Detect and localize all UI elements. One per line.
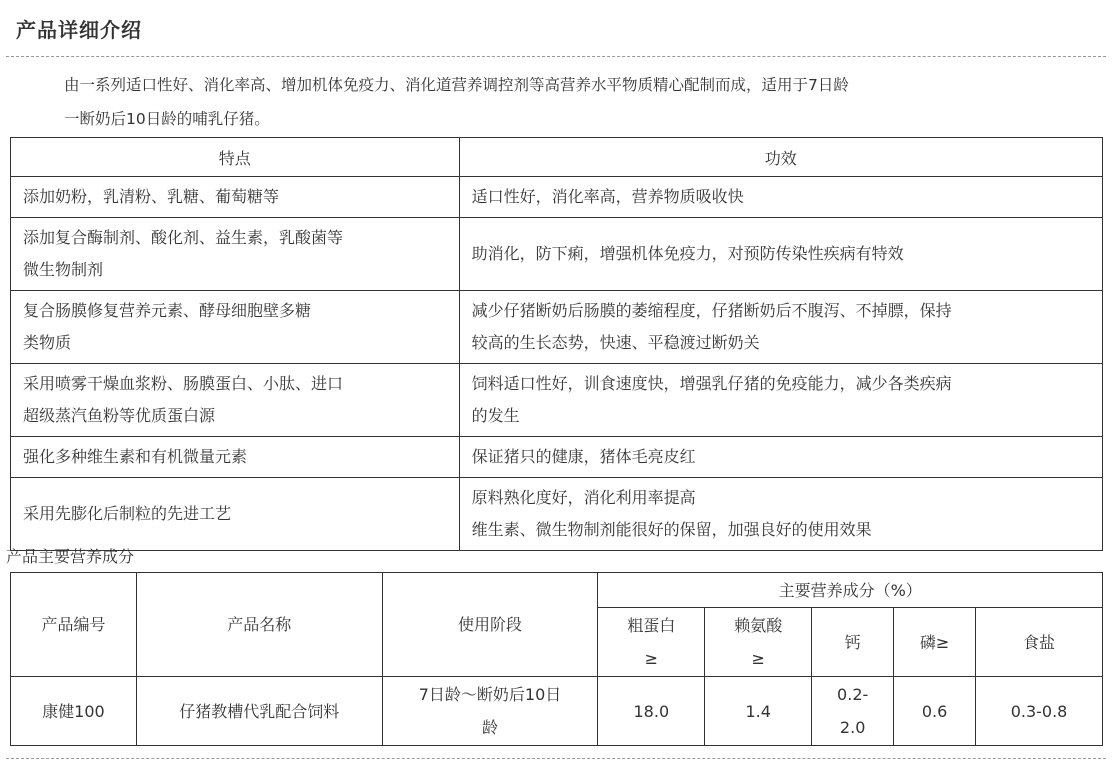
- cell-line: 采用先膨化后制粒的先进工艺: [23, 504, 232, 523]
- cell-line: 减少仔猪断奶后肠膜的萎缩程度，仔猪断奶后不腹泻、不掉膘，保持: [471, 301, 952, 320]
- cell-line: 助消化，防下痢，增强机体免疫力，对预防传染性疾病有特效: [471, 244, 904, 263]
- effect-cell: [459, 478, 1102, 551]
- effect-cell: [459, 437, 1102, 478]
- cell-line: 微生物制剂: [23, 260, 104, 279]
- cell-line: 0.2-: [837, 685, 869, 704]
- header-salt: 食盐: [976, 608, 1103, 677]
- feature-cell: [11, 437, 460, 478]
- cell-line: 原料熟化度好，消化利用率提高: [471, 488, 696, 507]
- table-row: [11, 677, 1103, 746]
- crude-protein-cell: 18.0: [598, 677, 705, 746]
- cell-line: ≥: [644, 649, 659, 668]
- header-main-nutrients: 主要营养成分（%）: [598, 573, 1103, 608]
- cell-line: 添加奶粉，乳清粉、乳糖、葡萄糖等: [23, 187, 280, 206]
- bottom-divider: [6, 758, 1106, 759]
- product-code-cell: 康健100: [11, 677, 137, 746]
- nutrition-section-label: 产品主要营养成分: [6, 547, 135, 566]
- title-divider: [6, 56, 1106, 57]
- cell-line: 赖氨酸: [734, 616, 783, 635]
- header-usage-stage: 使用阶段: [382, 573, 598, 677]
- usage-stage-cell: [382, 677, 598, 746]
- effect-cell: [459, 218, 1102, 291]
- cell-line: 龄: [481, 718, 498, 737]
- cell-line: 类物质: [23, 333, 72, 352]
- cell-line: 较高的生长态势，快速、平稳渡过断奶关: [471, 333, 760, 352]
- table-row: [11, 291, 1103, 364]
- header-lysine: [705, 608, 812, 677]
- salt-cell: 0.3-0.8: [976, 677, 1103, 746]
- table-row: [11, 364, 1103, 437]
- cell-line: 7日龄～断奶后10日: [418, 685, 562, 704]
- header-product-code: 产品编号: [11, 573, 137, 677]
- calcium-cell: [812, 677, 894, 746]
- cell-line: ≥: [751, 649, 765, 668]
- cell-line: 采用喷雾干燥血浆粉、肠膜蛋白、小肽、进口: [23, 374, 344, 393]
- cell-line: 添加复合酶制剂、酸化剂、益生素，乳酸菌等: [23, 228, 344, 247]
- effect-cell: [459, 364, 1102, 437]
- cell-line: 适口性好，消化率高，营养物质吸收快: [471, 187, 744, 206]
- feature-cell: [11, 291, 460, 364]
- phosphorus-cell: 0.6: [894, 677, 976, 746]
- cell-line: 复合肠膜修复营养元素、酵母细胞壁多糖: [23, 301, 312, 320]
- cell-line: 超级蒸汽鱼粉等优质蛋白源: [23, 406, 216, 425]
- features-header-feature: 特点: [11, 138, 460, 177]
- lysine-cell: 1.4: [705, 677, 812, 746]
- features-header-row: [11, 138, 1103, 177]
- effect-cell: [459, 177, 1102, 218]
- feature-cell: [11, 218, 460, 291]
- cell-line: 饲料适口性好，训食速度快，增强乳仔猪的免疫能力，减少各类疾病: [471, 374, 952, 393]
- cell-line: 粗蛋白: [627, 616, 676, 635]
- table-row: [11, 437, 1103, 478]
- header-calcium: 钙: [812, 608, 894, 677]
- cell-line: 维生素、微生物制剂能很好的保留，加强良好的使用效果: [471, 520, 872, 539]
- cell-line: 的发生: [471, 406, 520, 425]
- intro-paragraph: [12, 68, 1102, 136]
- table-row: [11, 218, 1103, 291]
- features-table: [10, 137, 1103, 551]
- cell-line: 保证猪只的健康，猪体毛亮皮红: [471, 447, 696, 466]
- cell-line: 强化多种维生素和有机微量元素: [23, 447, 248, 466]
- feature-cell: [11, 478, 460, 551]
- table-row: [11, 177, 1103, 218]
- feature-cell: [11, 177, 460, 218]
- page-title: 产品详细介绍: [16, 18, 142, 42]
- header-product-name: 产品名称: [136, 573, 382, 677]
- nutrition-table: [10, 572, 1103, 746]
- header-crude-protein: [598, 608, 705, 677]
- nutrition-header-row: [11, 573, 1103, 608]
- product-name-cell: 仔猪教槽代乳配合饲料: [136, 677, 382, 746]
- features-header-effect: 功效: [459, 138, 1102, 177]
- effect-cell: [459, 291, 1102, 364]
- cell-line: 2.0: [839, 718, 866, 737]
- intro-line-2: 一断奶后10日龄的哺乳仔猪。: [64, 110, 270, 128]
- table-row: [11, 478, 1103, 551]
- header-phosphorus: 磷≥: [894, 608, 976, 677]
- feature-cell: [11, 364, 460, 437]
- intro-line-1: 由一系列适口性好、消化率高、增加机体免疫力、消化道营养调控剂等高营养水平物质精心配制而成，适用于7日龄: [64, 76, 849, 94]
